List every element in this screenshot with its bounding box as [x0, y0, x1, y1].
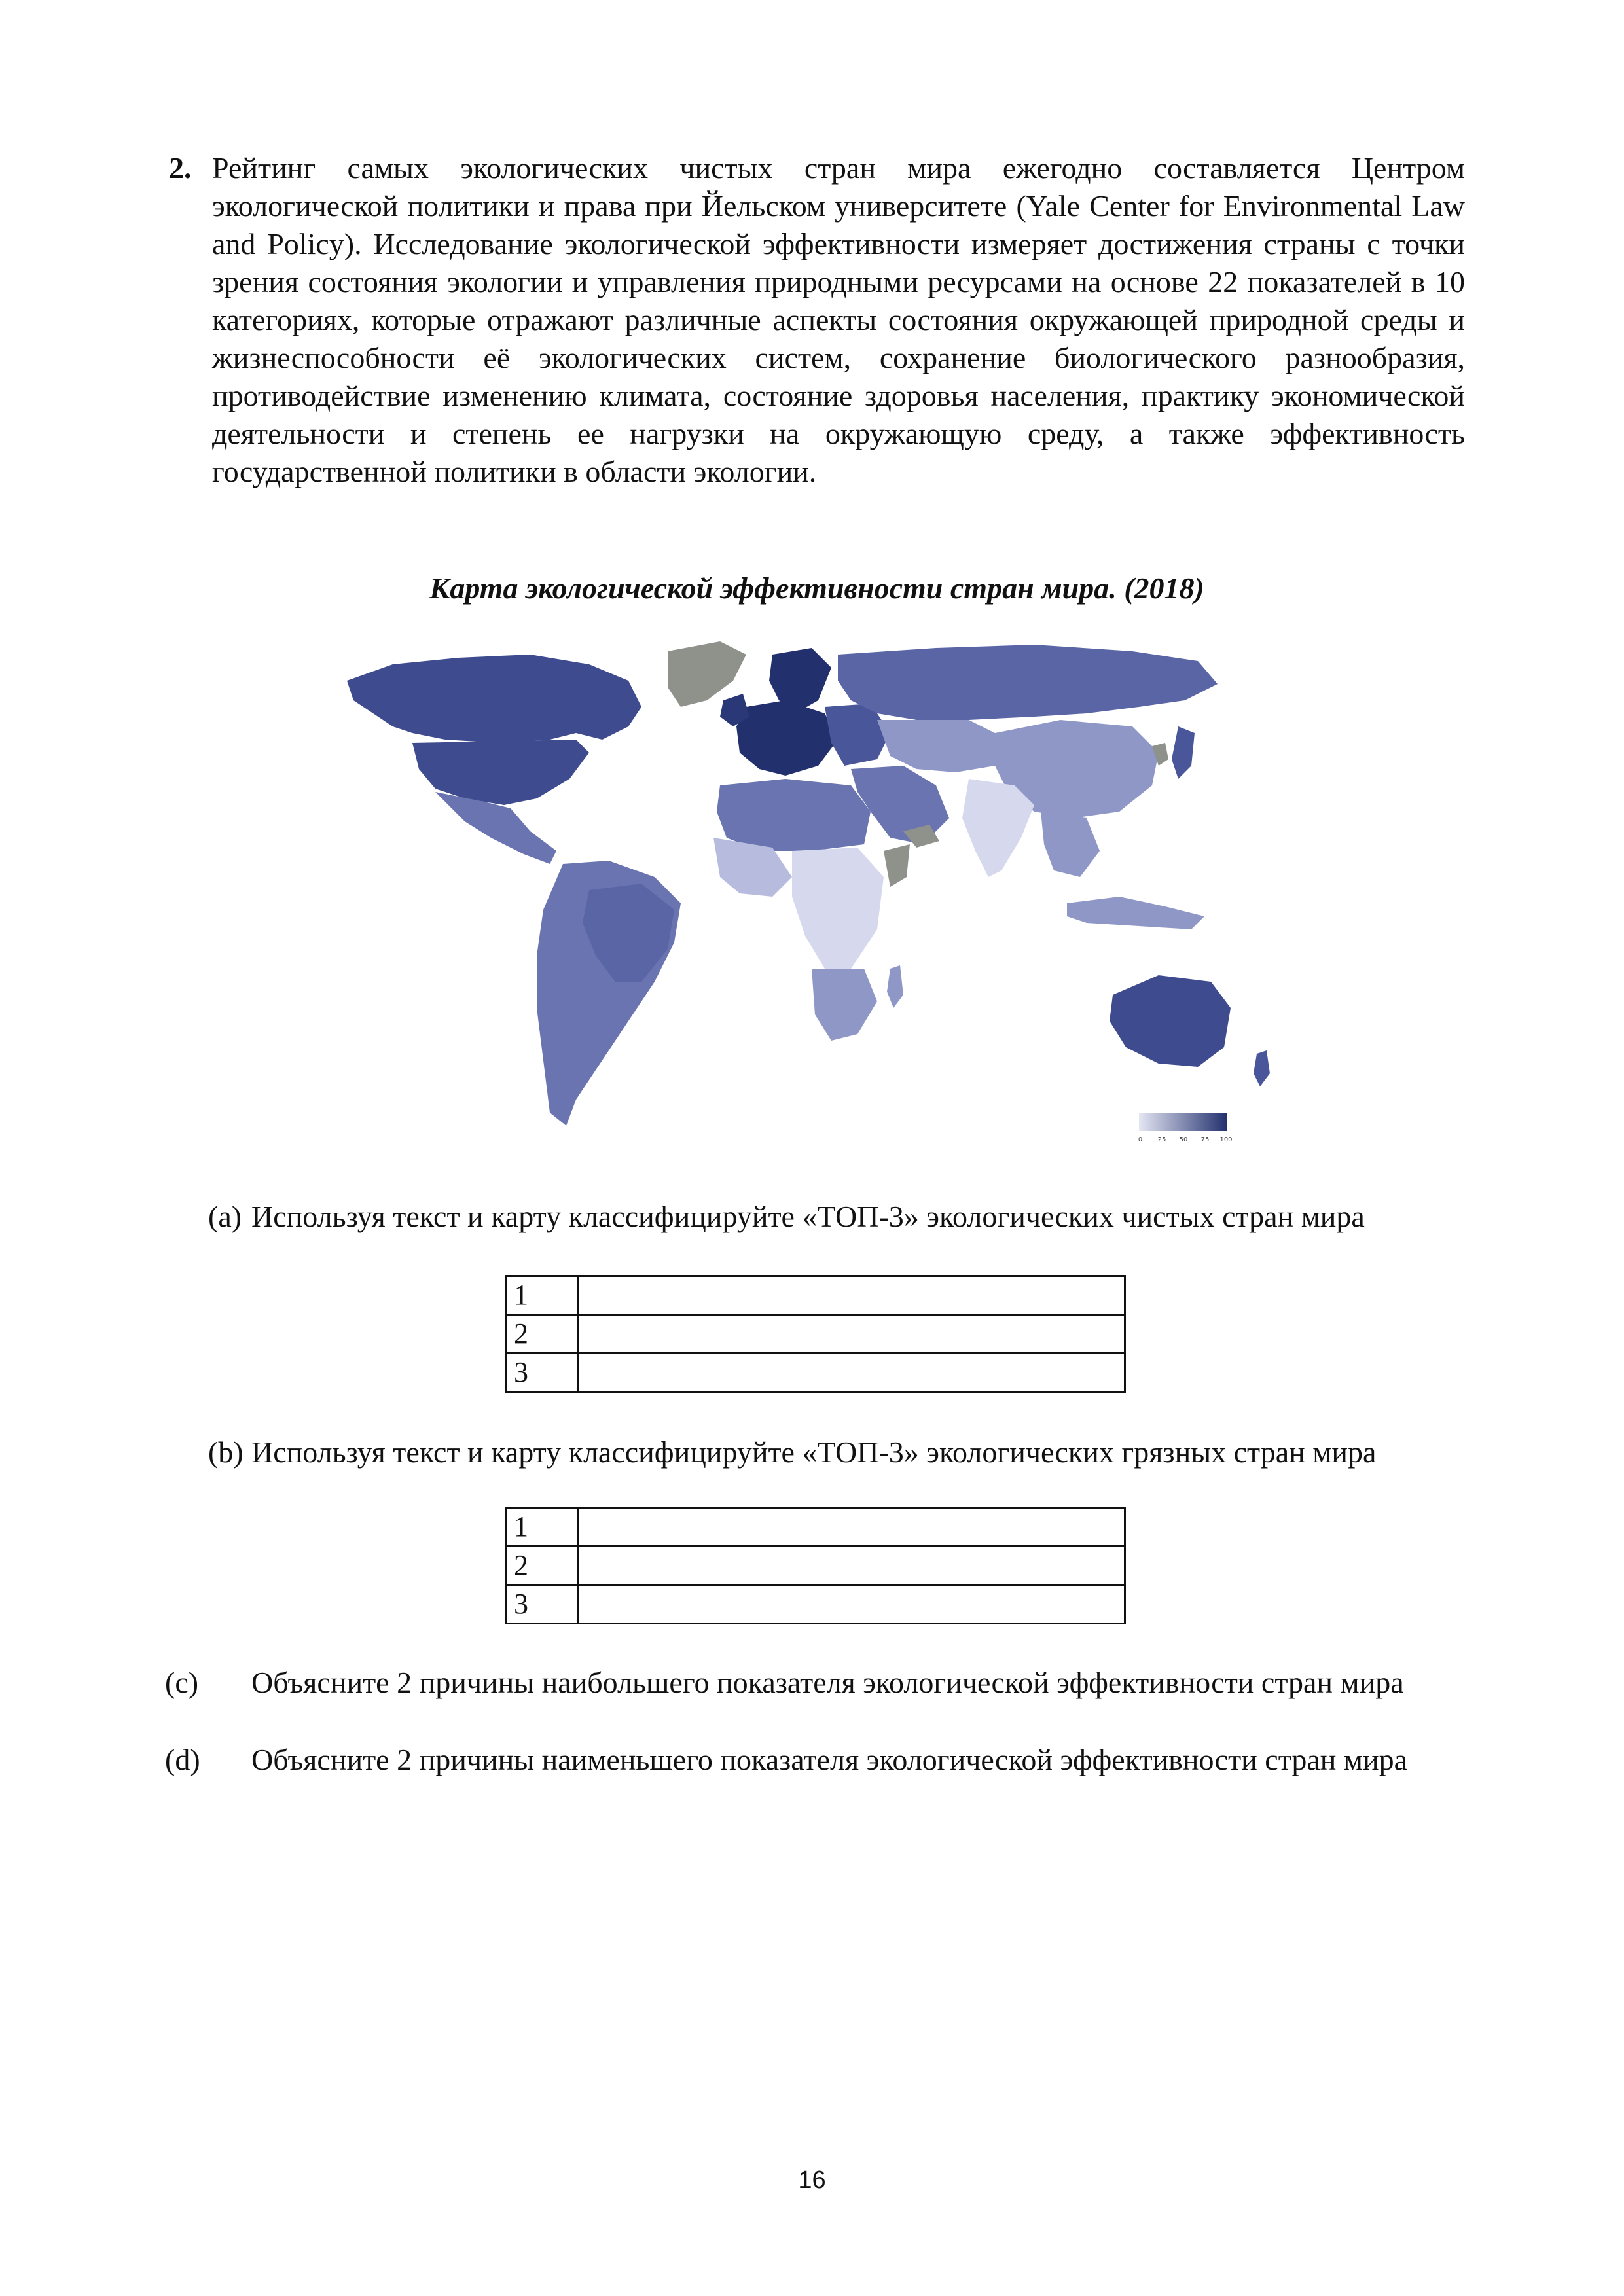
legend-tick: 25: [1157, 1136, 1166, 1143]
task-c: [165, 1664, 1508, 1702]
legend-tick: 50: [1179, 1136, 1188, 1143]
table-row: [507, 1315, 1125, 1354]
table-row: [507, 1508, 1125, 1547]
legend-ticks: [1138, 1136, 1233, 1143]
row-number: 2: [507, 1547, 578, 1585]
central-africa: [792, 848, 884, 969]
row-number: 1: [507, 1508, 578, 1547]
russia: [838, 645, 1218, 720]
answer-table-b: [505, 1507, 1126, 1624]
task-d: [165, 1741, 1508, 1779]
table-row: [507, 1585, 1125, 1624]
row-number: 1: [507, 1276, 578, 1315]
answer-cell[interactable]: [578, 1354, 1125, 1392]
task-a: [208, 1198, 1465, 1236]
new-zealand: [1254, 1050, 1270, 1086]
answer-table-a: [505, 1275, 1126, 1393]
question-number: 2.: [169, 151, 192, 185]
task-b-text: Используя текст и карту классифицируйте «ТОП-3» экологических грязных стран мира: [251, 1435, 1377, 1469]
task-c-label: (c): [165, 1666, 199, 1699]
question-2: [169, 149, 1465, 491]
table-row: [507, 1547, 1125, 1585]
southern-africa: [812, 969, 877, 1041]
central-asia: [877, 720, 1008, 772]
north-africa: [717, 779, 871, 851]
task-c-text: Объясните 2 причины наибольшего показателя экологической эффективности стран мира: [251, 1666, 1404, 1699]
task-a-text: Используя текст и карту классифицируйте «ТОП-3» экологических чистых стран мира: [251, 1200, 1365, 1233]
task-b-label: (b): [208, 1435, 244, 1469]
canada: [347, 655, 641, 743]
indonesia: [1067, 897, 1204, 929]
somalia-nodata: [884, 844, 910, 887]
task-d-label: (d): [165, 1743, 200, 1776]
row-number: 3: [507, 1354, 578, 1392]
answer-cell[interactable]: [578, 1547, 1125, 1585]
answer-cell[interactable]: [578, 1276, 1125, 1315]
world-map: [314, 628, 1322, 1165]
task-d-text: Объясните 2 причины наименьшего показателя экологической эффективности стран мира: [251, 1743, 1408, 1776]
page-number: 16: [798, 2166, 826, 2194]
row-number: 2: [507, 1315, 578, 1354]
world-map-svg: [314, 628, 1322, 1165]
answer-cell[interactable]: [578, 1508, 1125, 1547]
legend-tick: 0: [1138, 1136, 1143, 1143]
western-europe: [736, 700, 838, 776]
row-number: 3: [507, 1585, 578, 1624]
table-row: [507, 1354, 1125, 1392]
legend-bar: [1139, 1113, 1227, 1131]
map-title: Карта экологической эффективности стран мира. (2018): [429, 571, 1204, 605]
legend-tick: 100: [1219, 1136, 1233, 1143]
answer-cell[interactable]: [578, 1315, 1125, 1354]
madagascar: [887, 965, 903, 1008]
australia: [1110, 975, 1231, 1067]
task-b: [208, 1433, 1465, 1471]
table-row: [507, 1276, 1125, 1315]
task-a-label: (a): [208, 1200, 242, 1233]
question-text: Рейтинг самых экологических чистых стран мира ежегодно составляется Центром экологической политики и права при Йельском университете (Yale Center for Environmental Law and Policy). Исследование экологической эффективности измеряет достижения страны с точки зрения состояния экологии и управления природными ресурсами на основе 22 показателей в 10 категориях, которые отражают различные аспекты состояния окружающей природной среды и жизнеспособности её экологических систем, сохранение биологического разнообразия, противодействие изменению климата, состояние здоровья населения, практику экономической деятельности и степень ее нагрузки на окружающую среду, а также эффективность государственной политики в области экологии.: [212, 151, 1465, 488]
legend-tick: 75: [1200, 1136, 1210, 1143]
southeast-asia: [1041, 812, 1100, 877]
japan: [1172, 726, 1195, 779]
answer-cell[interactable]: [578, 1585, 1125, 1624]
